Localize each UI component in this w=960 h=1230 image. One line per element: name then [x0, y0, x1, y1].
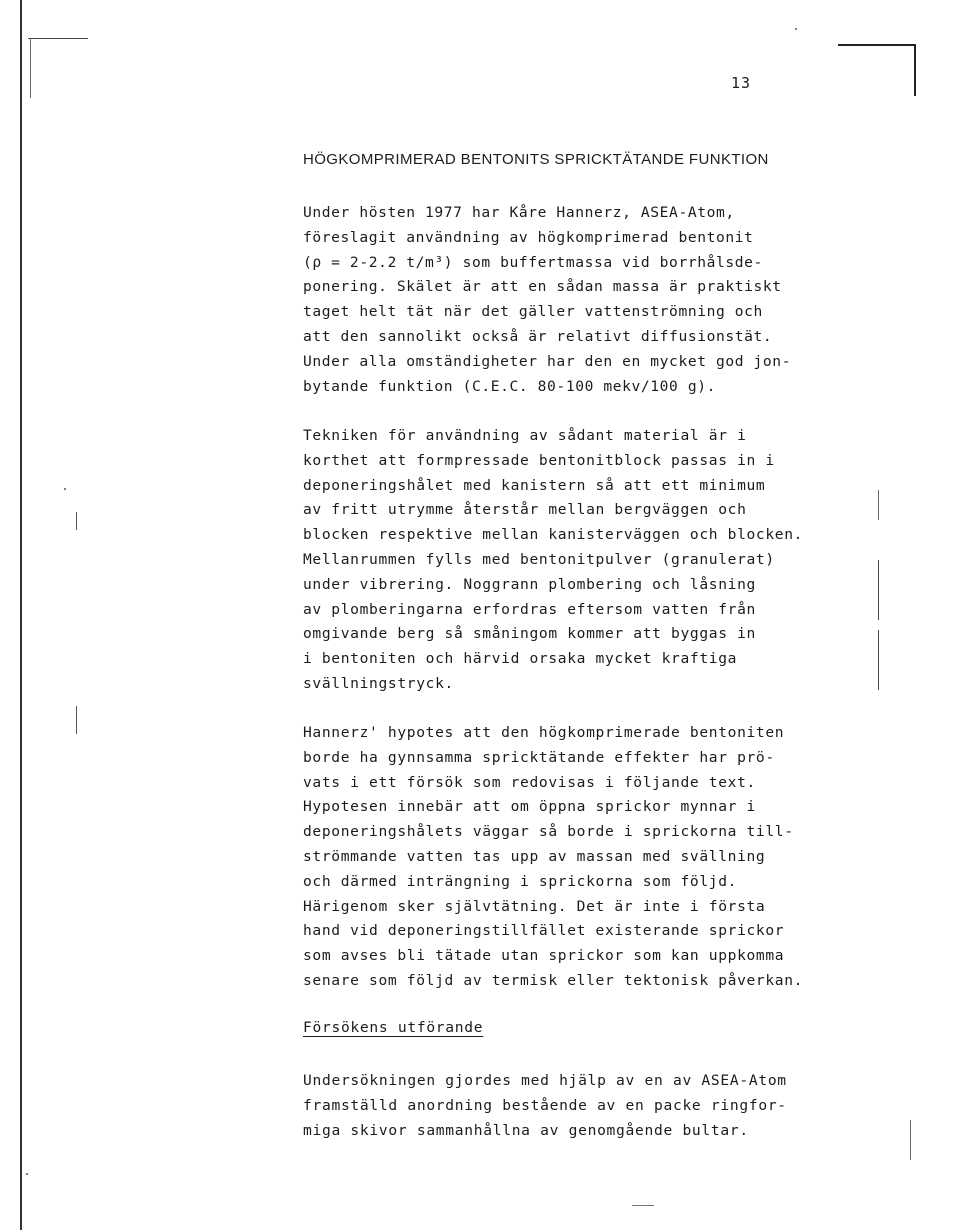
section-heading: Försökens utförande — [303, 1019, 484, 1036]
right-margin-mark-1 — [878, 490, 879, 520]
text-line: Härigenom sker självtätning. Det är inte i första — [303, 897, 766, 915]
top-left-crop-mark-vertical — [30, 38, 31, 98]
left-margin-mark-1 — [76, 512, 77, 530]
document-title: HÖGKOMPRIMERAD BENTONITS SPRICKTÄTANDE FUNKTION — [303, 151, 769, 168]
scan-speck — [795, 28, 797, 30]
text-line: under vibrering. Noggrann plombering och låsning — [303, 575, 756, 593]
text-line: att den sannolikt också är relativt diffusionstät. — [303, 327, 773, 345]
scan-speck — [26, 1173, 28, 1175]
text-line: svällningstryck. — [303, 674, 454, 692]
text-line: borde ha gynnsamma spricktätande effekter har prö- — [303, 748, 775, 766]
paragraph-hypothesis — [303, 721, 863, 994]
text-line: som avses bli tätade utan sprickor som kan uppkomma — [303, 947, 785, 965]
paragraph-technique — [303, 424, 863, 697]
text-line: Hypotesen innebär att om öppna sprickor mynnar i — [303, 798, 756, 816]
left-page-edge-line — [20, 0, 22, 1230]
text-line: Under alla omständigheter har den en mycket god jon- — [303, 352, 792, 370]
text-line: taget helt tät när det gäller vattenströmning och — [303, 303, 763, 321]
text-line: omgivande berg så småningom kommer att byggas in — [303, 625, 756, 643]
text-line: föreslagit användning av högkomprimerad bentonit — [303, 228, 754, 246]
right-margin-mark-4 — [910, 1120, 911, 1160]
text-line: vats i ett försök som redovisas i följande text. — [303, 773, 756, 791]
text-line: Hannerz' hypotes att den högkomprimerade bentoniten — [303, 724, 785, 741]
text-line: av fritt utrymme återstår mellan bergväggen och — [303, 501, 747, 519]
page-number: 13 — [731, 74, 752, 92]
text-line: av plomberingarna erfordras eftersom vatten från — [303, 600, 756, 618]
text-line: strömmande vatten tas upp av massan med svällning — [303, 847, 766, 865]
right-margin-mark-2 — [878, 560, 879, 620]
text-line: hand vid deponeringstillfället existerande sprickor — [303, 922, 785, 940]
paragraph-execution — [303, 1069, 863, 1143]
text-line: framställd anordning bestående av en packe ringfor- — [303, 1096, 787, 1114]
text-line: Mellanrummen fylls med bentonitpulver (granulerat) — [303, 550, 775, 568]
text-line: korthet att formpressade bentonitblock passas in i — [303, 451, 775, 469]
text-line: bytande funktion (C.E.C. 80-100 mekv/100 g). — [303, 377, 716, 395]
right-margin-mark-3 — [878, 630, 879, 690]
text-line: (ρ = 2-2.2 t/m³) som buffertmassa vid borrhålsde- — [303, 253, 763, 271]
top-left-crop-mark — [28, 38, 88, 39]
text-line: Tekniken för användning av sådant material är i — [303, 427, 747, 444]
text-line: ponering. Skälet är att en sådan massa är praktiskt — [303, 278, 782, 296]
left-margin-mark-2 — [76, 706, 77, 734]
text-line: Under hösten 1977 har Kåre Hannerz, ASEA-Atom, — [303, 204, 735, 221]
text-line: blocken respektive mellan kanisterväggen och blocken. — [303, 526, 804, 544]
text-line: deponeringshålet med kanistern så att ett minimum — [303, 476, 766, 494]
text-line: och därmed inträngning i sprickorna som följd. — [303, 872, 738, 890]
paragraph-intro — [303, 201, 863, 399]
text-line: i bentoniten och härvid orsaka mycket kraftiga — [303, 650, 738, 668]
top-right-crop-mark — [838, 44, 916, 46]
text-line: deponeringshålets väggar så borde i sprickorna till- — [303, 823, 794, 841]
top-right-crop-mark-vertical — [914, 44, 916, 96]
scan-speck — [64, 488, 66, 490]
bottom-crop-mark — [632, 1205, 654, 1206]
text-line: Undersökningen gjordes med hjälp av en av ASEA-Atom — [303, 1072, 787, 1089]
text-line: senare som följd av termisk eller tektonisk påverkan. — [303, 971, 804, 989]
text-line: miga skivor sammanhållna av genomgående bultar. — [303, 1121, 749, 1139]
